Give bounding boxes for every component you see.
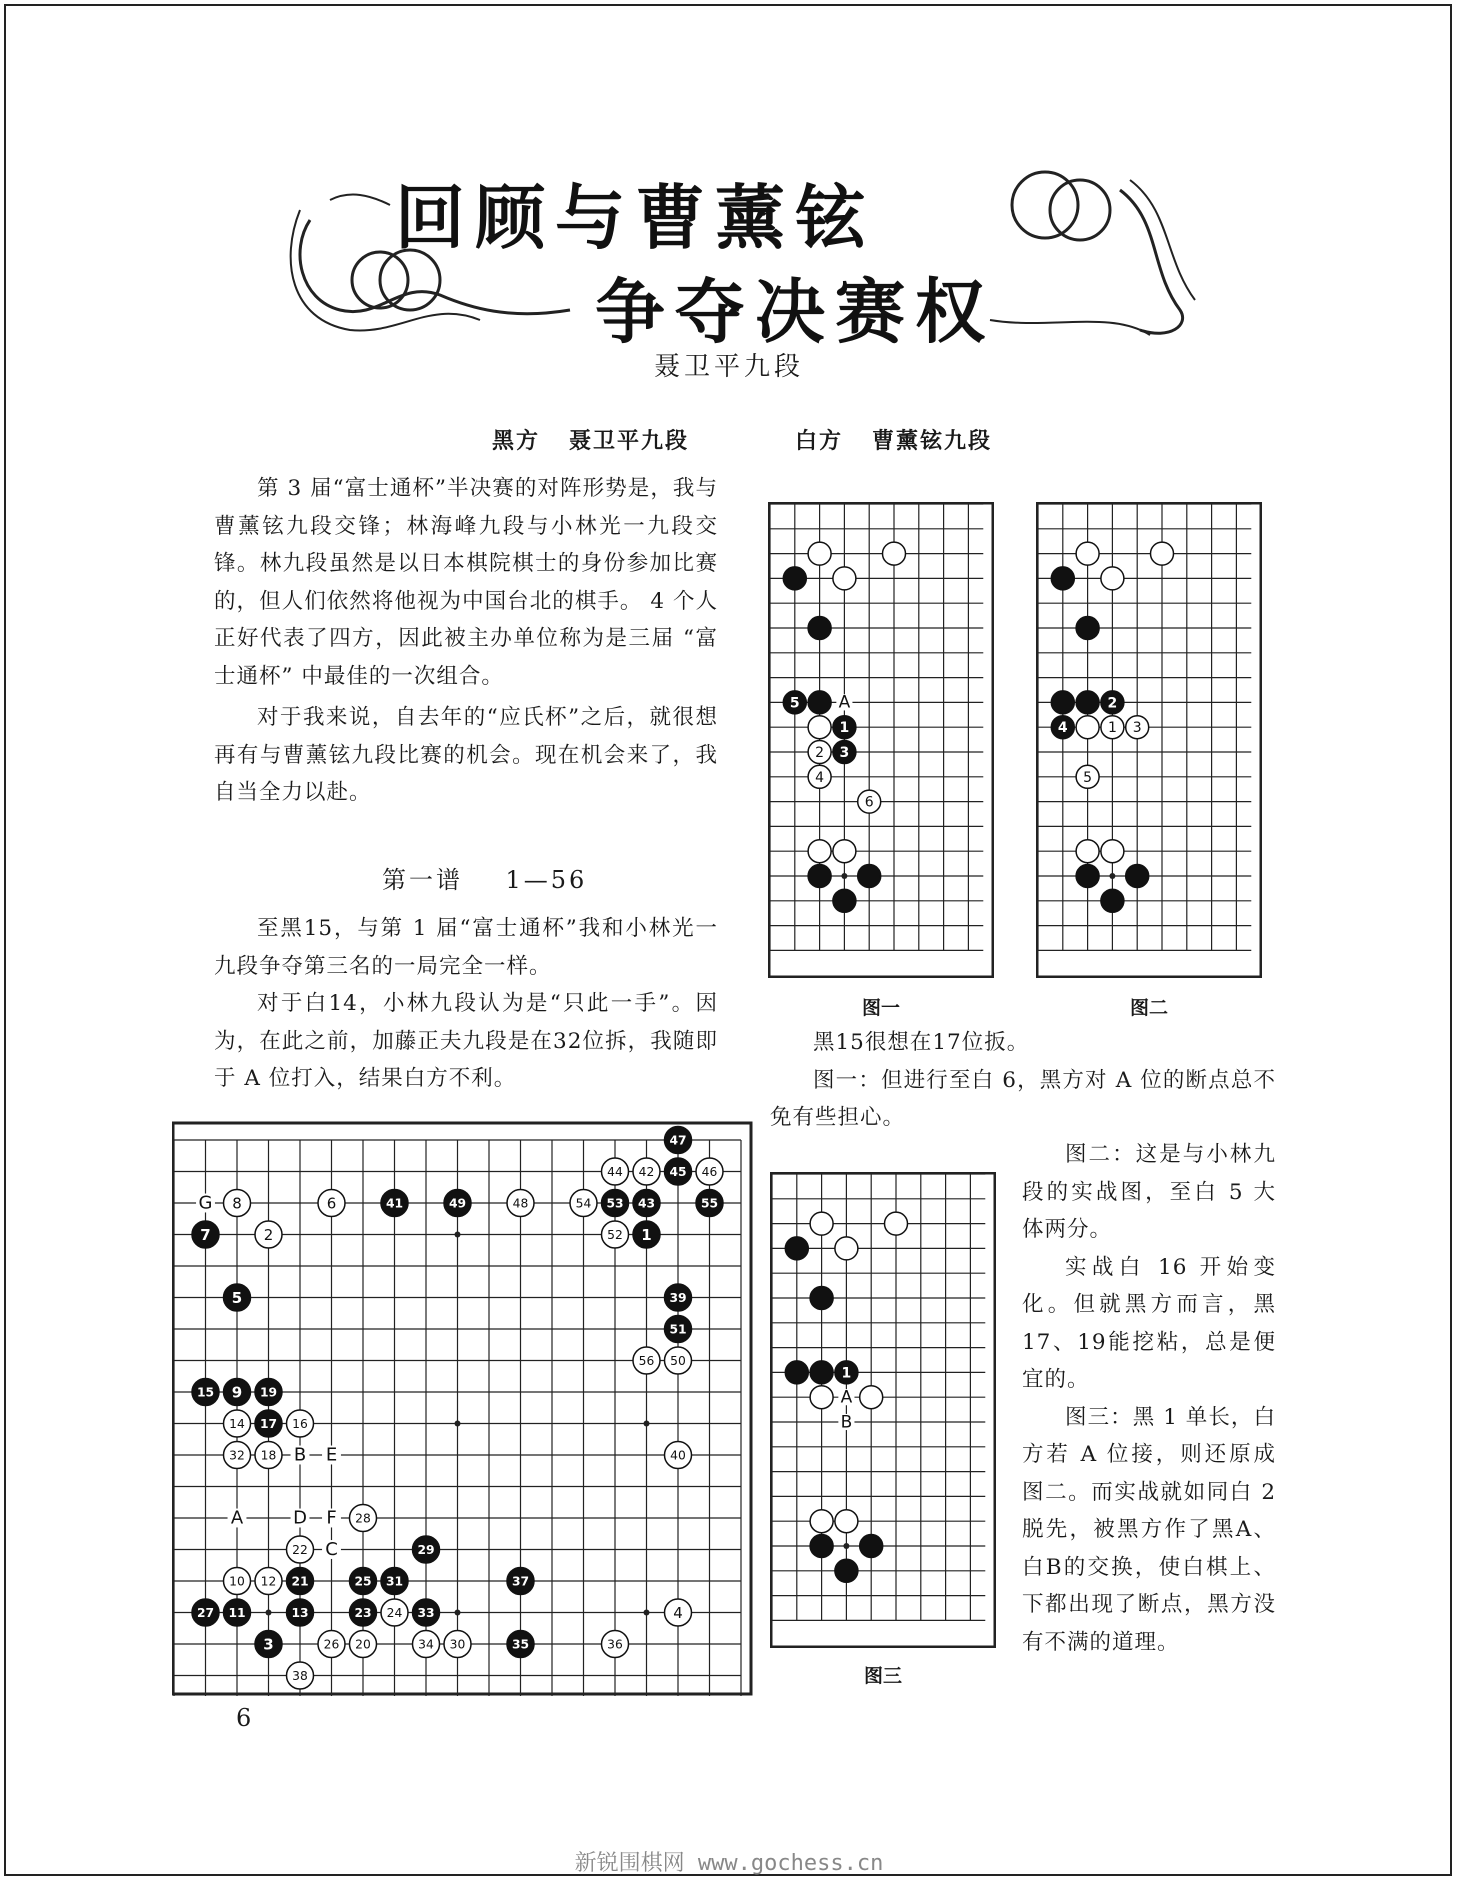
main-move-number: 32 <box>229 1448 245 1463</box>
main-move-number: 29 <box>417 1542 435 1557</box>
fig1-black-stone <box>858 865 881 888</box>
main-move-number: 39 <box>669 1290 687 1305</box>
main-move-number: 41 <box>385 1196 404 1211</box>
main-move-number: 51 <box>669 1322 687 1337</box>
main-move-number: 13 <box>291 1605 309 1620</box>
fig3-move-number: 1 <box>841 1365 852 1382</box>
main-move-number: 52 <box>607 1227 623 1242</box>
commentary-4: 图一：但进行至白 6，黑方对 A 位的断点总不免有些担心。 <box>770 1067 1276 1130</box>
fig2-white-stone <box>1076 840 1099 863</box>
figure-3-caption: 图三 <box>863 1665 902 1687</box>
main-move-number: 35 <box>511 1637 530 1652</box>
fig1-black-stone <box>783 567 806 590</box>
main-point-label: D <box>293 1507 307 1529</box>
title-line-2: 争夺决赛权 <box>595 271 995 353</box>
site-footer: 新锐围棋网 www.gochess.cn <box>574 1851 884 1876</box>
main-point-label: C <box>325 1539 338 1561</box>
fig2-black-stone <box>1051 567 1074 590</box>
section-range: 1—56 <box>505 866 588 894</box>
white-player <box>795 424 992 455</box>
fig3-star-point <box>843 1543 849 1549</box>
section-heading <box>382 860 587 895</box>
main-star-point <box>455 1610 461 1616</box>
main-move-number: 54 <box>575 1196 592 1211</box>
main-move-number: 10 <box>229 1574 245 1589</box>
main-move-number: 42 <box>638 1164 655 1179</box>
white-label: 白方 <box>795 429 844 454</box>
main-star-point <box>266 1610 272 1616</box>
fig2-black-stone <box>1076 691 1099 714</box>
fig3-black-stone <box>860 1535 883 1558</box>
fig3-black-stone <box>785 1237 808 1260</box>
fig1-white-stone <box>833 567 856 590</box>
main-move-number: 49 <box>448 1196 467 1211</box>
fig1-point-label: A <box>838 692 851 713</box>
main-move-number: 16 <box>292 1416 308 1431</box>
main-move-number: 43 <box>637 1196 656 1211</box>
main-move-number: 7 <box>200 1225 211 1244</box>
page-number: 6 <box>236 1704 252 1732</box>
main-move-number: 26 <box>323 1637 340 1652</box>
main-move-number: 56 <box>638 1353 655 1368</box>
main-move-number: 24 <box>386 1605 403 1620</box>
fig1-black-stone <box>808 691 831 714</box>
fig1-move-number: 5 <box>789 695 800 712</box>
fig3-white-stone <box>860 1386 883 1409</box>
main-move-number: 12 <box>260 1574 277 1589</box>
fig1-move-number: 2 <box>815 745 825 762</box>
fig2-black-stone <box>1126 865 1149 888</box>
intro-text <box>214 470 718 812</box>
figure-1-caption: 图一 <box>861 997 900 1019</box>
main-move-number: 44 <box>607 1164 623 1179</box>
fig3-black-stone <box>810 1361 833 1384</box>
main-move-number: 40 <box>670 1448 686 1463</box>
intro-paragraph-1: 第 3 届“富士通杯”半决赛的对阵形势是，我与曹薰铉九段交锋；林海峰九段与小林光一九段交锋。林九段虽然是以日本棋院棋士的身份参加比赛的，但人们依然将他视为中国台北的棋手。 4 个人正好代表了四方，因此被主办单位称为是三届 “富士通杯” 中最佳的一次组合。 <box>214 476 718 689</box>
main-move-number: 1 <box>641 1225 652 1244</box>
main-move-number: 25 <box>354 1574 372 1589</box>
main-move-number: 48 <box>512 1196 529 1211</box>
main-point-label: G <box>198 1192 213 1214</box>
fig2-white-stone <box>1076 542 1099 565</box>
main-star-point <box>455 1421 461 1427</box>
commentary-right-top <box>770 1024 1276 1137</box>
main-move-number: 2 <box>263 1225 274 1244</box>
fig1-white-stone <box>883 542 906 565</box>
main-move-number: 17 <box>259 1416 278 1431</box>
fig1-white-stone <box>808 542 831 565</box>
main-move-number: 6 <box>326 1194 337 1213</box>
commentary-3: 黑15很想在17位扳。 <box>813 1030 1030 1055</box>
commentary-2: 对于白14，小林九段认为是“只此一手”。因为，在此之前，加藤正夫九段是在32位拆，我随即于 A 位打入，结果白方不利。 <box>214 991 718 1091</box>
main-move-number: 31 <box>385 1574 404 1589</box>
fig3-white-stone <box>885 1212 908 1235</box>
main-move-number: 30 <box>449 1637 466 1652</box>
fig3-black-stone <box>835 1559 858 1582</box>
fig1-black-stone <box>833 889 856 912</box>
fig2-white-stone <box>1151 542 1174 565</box>
commentary-left <box>214 910 718 1098</box>
main-move-number: 5 <box>231 1288 243 1307</box>
main-move-number: 3 <box>263 1635 274 1654</box>
main-move-number: 19 <box>259 1385 278 1400</box>
main-move-number: 36 <box>607 1637 623 1652</box>
fig3-white-stone <box>810 1386 833 1409</box>
commentary-1: 至黑15，与第 1 届“富士通杯”我和小林光一九段争夺第三名的一局完全一样。 <box>214 916 718 979</box>
main-move-number: 50 <box>670 1353 686 1368</box>
fig1-move-number: 1 <box>839 720 850 737</box>
fig2-move-number: 1 <box>1107 720 1117 737</box>
fig1-black-stone <box>808 617 831 640</box>
figure-2-caption: 图二 <box>1129 997 1168 1019</box>
fig2-move-number: 3 <box>1132 720 1142 737</box>
main-move-number: 8 <box>232 1194 242 1213</box>
fig2-black-stone <box>1076 617 1099 640</box>
commentary-7: 图三：黑 1 单长，白方若 A 位接，则还原成图二。而实战就如同白 2 脱先，被黑方作了黑A、白B的交换，使白棋上、下都出现了断点，黑方没有不满的道理。 <box>1022 1404 1276 1655</box>
main-point-label: E <box>325 1444 338 1466</box>
fig1-move-number: 4 <box>815 769 825 786</box>
intro-paragraph-2: 对于我来说，自去年的“应氏杯”之后，就很想再有与曹薰铉九段比赛的机会。现在机会来了，我自当全力以赴。 <box>214 705 718 805</box>
fig3-black-stone <box>810 1535 833 1558</box>
black-player <box>492 424 689 455</box>
fig3-white-stone <box>835 1510 858 1533</box>
commentary-5: 图二：这是与小林九段的实战图，至白 5 大体两分。 <box>1022 1142 1276 1242</box>
fig3-point-label: B <box>840 1412 853 1433</box>
fig2-black-stone <box>1051 691 1074 714</box>
fig3-point-label: A <box>840 1387 853 1408</box>
fig1-black-stone <box>808 865 831 888</box>
main-move-number: 22 <box>292 1542 308 1557</box>
main-star-point <box>644 1421 650 1427</box>
fig3-black-stone <box>810 1287 833 1310</box>
commentary-right-bottom <box>1022 1136 1276 1661</box>
main-point-label: A <box>230 1507 244 1529</box>
main-move-number: 45 <box>669 1164 687 1179</box>
fig2-move-number: 2 <box>1107 695 1118 712</box>
section-title: 第一谱 <box>382 866 463 894</box>
fig2-move-number: 4 <box>1057 720 1068 737</box>
main-move-number: 53 <box>606 1196 624 1211</box>
fig2-white-stone <box>1076 716 1099 739</box>
main-move-number: 28 <box>355 1511 371 1526</box>
main-move-number: 27 <box>196 1605 215 1620</box>
fig2-black-stone <box>1101 889 1124 912</box>
fig2-star-point <box>1109 873 1115 879</box>
main-move-number: 33 <box>417 1605 435 1620</box>
fig1-white-stone <box>808 716 831 739</box>
fig2-white-stone <box>1101 567 1124 590</box>
fig3-white-stone <box>810 1212 833 1235</box>
main-move-number: 9 <box>231 1383 243 1402</box>
title-line-1: 回顾与曹薰铉 <box>395 177 875 259</box>
fig3-black-stone <box>785 1361 808 1384</box>
white-name: 曹薰铉九段 <box>872 429 993 454</box>
main-move-number: 23 <box>354 1605 372 1620</box>
fig1-move-number: 3 <box>839 745 850 762</box>
fig2-move-number: 5 <box>1083 769 1093 786</box>
fig1-white-stone <box>808 840 831 863</box>
diagram-figure-2 <box>1036 502 1262 978</box>
fig1-white-stone <box>833 840 856 863</box>
diagram-figure-3 <box>770 1172 996 1648</box>
main-move-number: 21 <box>291 1574 309 1589</box>
author-byline: 聂卫平九段 <box>653 352 804 382</box>
main-move-number: 47 <box>669 1133 687 1148</box>
fig1-star-point <box>841 873 847 879</box>
main-move-number: 11 <box>228 1605 246 1620</box>
main-move-number: 34 <box>418 1637 434 1652</box>
fig3-white-stone <box>835 1237 858 1260</box>
main-move-number: 55 <box>700 1196 719 1211</box>
fig3-white-stone <box>810 1510 833 1533</box>
fig1-move-number: 6 <box>864 794 874 811</box>
diagram-figure-1 <box>768 502 994 978</box>
black-label: 黑方 <box>492 429 541 454</box>
main-move-number: 15 <box>196 1385 215 1400</box>
main-move-number: 14 <box>229 1416 245 1431</box>
game-record-board <box>172 1108 756 1696</box>
commentary-6: 实战白 16 开始变化。但就黑方而言，黑17、19能挖粘，总是便宜的。 <box>1022 1254 1276 1392</box>
main-star-point <box>455 1232 461 1238</box>
main-point-label: F <box>326 1507 337 1529</box>
main-move-number: 37 <box>511 1574 530 1589</box>
main-move-number: 18 <box>260 1448 277 1463</box>
main-move-number: 38 <box>292 1668 308 1683</box>
main-point-label: B <box>293 1444 307 1466</box>
main-move-number: 20 <box>355 1637 371 1652</box>
main-move-number: 4 <box>673 1603 683 1622</box>
main-star-point <box>644 1610 650 1616</box>
black-name: 聂卫平九段 <box>569 429 690 454</box>
fig2-white-stone <box>1101 840 1124 863</box>
main-move-number: 46 <box>701 1164 718 1179</box>
fig2-black-stone <box>1076 865 1099 888</box>
